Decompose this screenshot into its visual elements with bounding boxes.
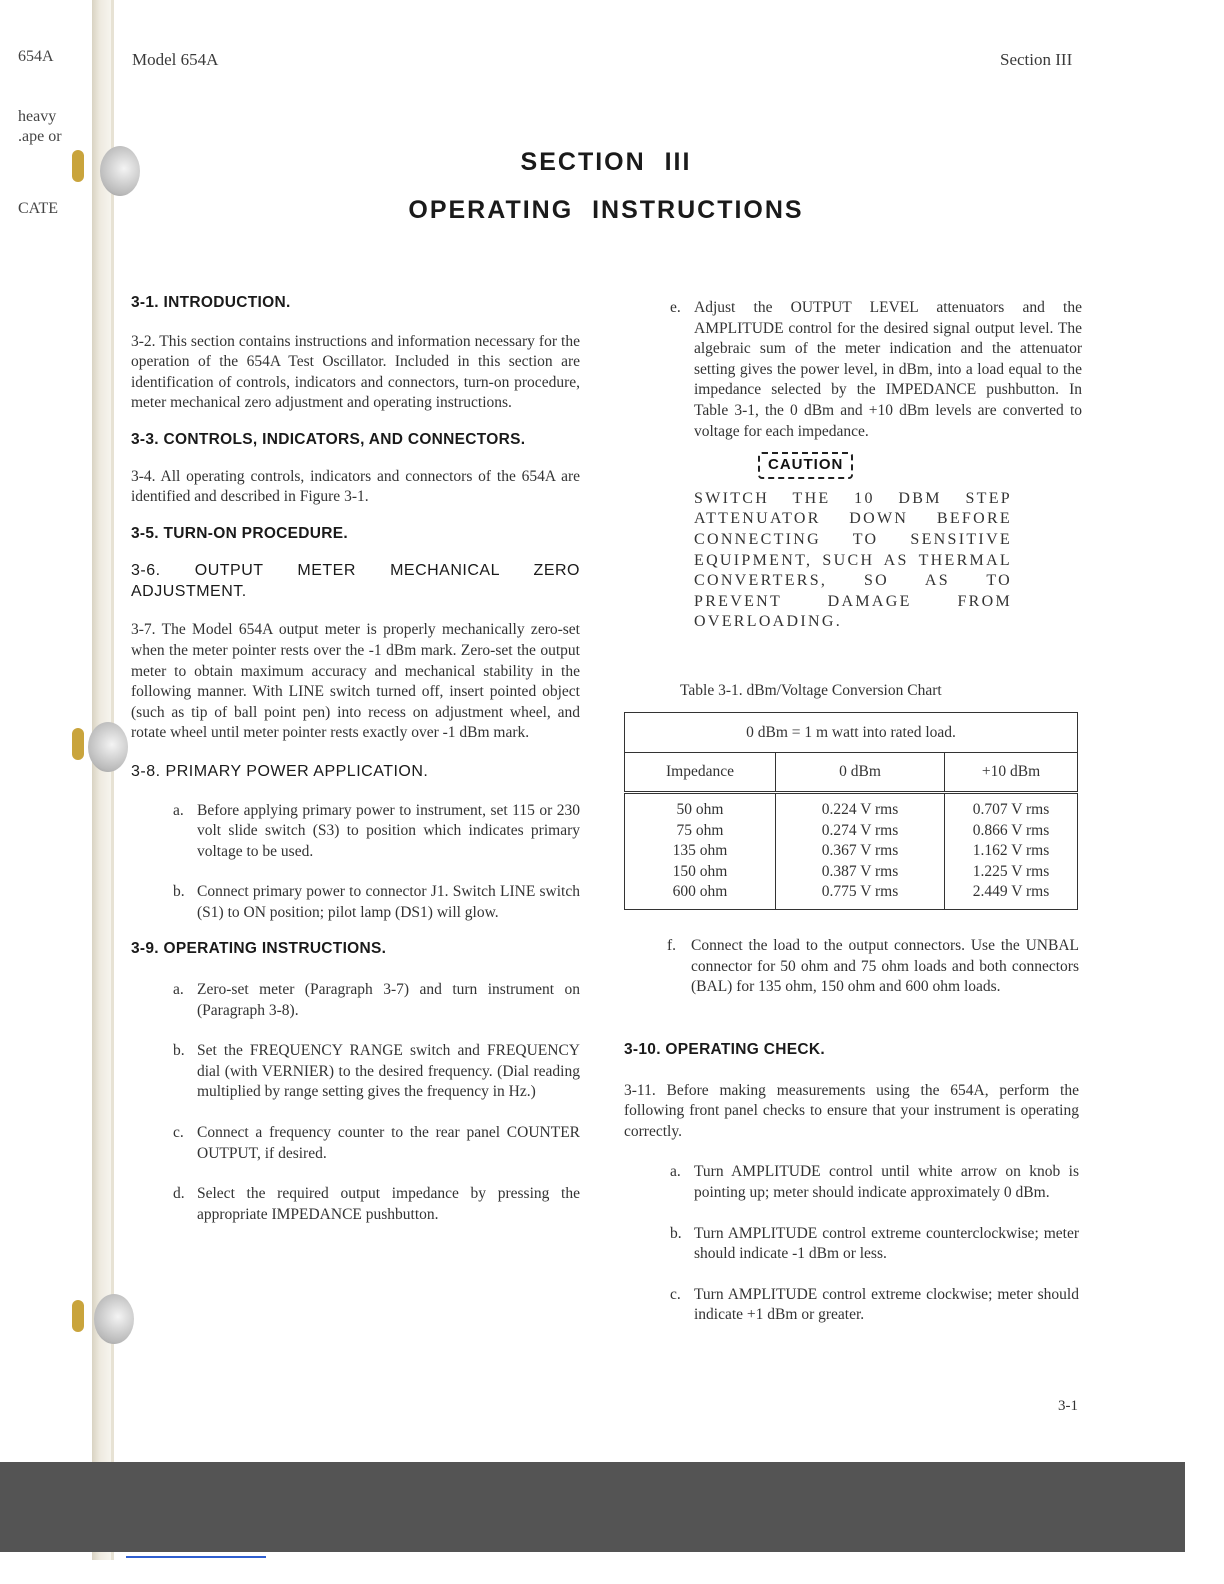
caution-text: SWITCH THE 10 DBM STEP ATTENUATOR DOWN BEFORE CONNECTING TO SENSITIVE EQUIPMENT, SUCH AS THERMAL CONVERTERS, SO AS TO PREVENT DAMAGE FROM OVERLOADING. bbox=[694, 489, 1012, 631]
previous-page-fragment: 654A bbox=[18, 48, 54, 65]
table-cell-10dbm: 0.707 V rms 0.866 V rms 1.162 V rms 1.225 V rms 2.449 V rms bbox=[945, 793, 1078, 910]
table-note: 0 dBm = 1 m watt into rated load. bbox=[625, 713, 1078, 753]
caution-label: CAUTION bbox=[758, 452, 853, 479]
header-model: Model 654A bbox=[132, 50, 219, 69]
heading-introduction: 3-1. INTRODUCTION. bbox=[131, 294, 291, 311]
left-column bbox=[131, 293, 580, 1225]
header-section: Section III bbox=[1000, 50, 1073, 69]
table-cell-impedance: 50 ohm 75 ohm 135 ohm 150 ohm 600 ohm bbox=[625, 793, 776, 910]
paragraph-3-4: 3-4. All operating controls, indicators and connectors of the 654A are identified and described in Figure 3-1. bbox=[131, 467, 580, 506]
list-item: a. Zero-set meter (Paragraph 3-7) and turn instrument on (Paragraph 3-8). bbox=[173, 981, 580, 1019]
scan-edge-line bbox=[126, 1556, 266, 1558]
previous-page-fragment: .ape or bbox=[18, 128, 62, 145]
binder-ring-icon bbox=[94, 1294, 134, 1344]
list-item: c. Connect a frequency counter to the rear panel COUNTER OUTPUT, if desired. bbox=[173, 1124, 580, 1162]
heading-operating-instructions: 3-9. OPERATING INSTRUCTIONS. bbox=[131, 940, 387, 958]
heading-zero-adjustment: 3-6. OUTPUT METER MECHANICAL ZERO ADJUSTMENT. bbox=[131, 562, 580, 601]
list-item: a. Before applying primary power to instrument, set 115 or 230 volt slide switch (S3) to position which indicates primary voltage to be used. bbox=[173, 801, 580, 860]
heading-primary-power: 3-8. PRIMARY POWER APPLICATION. bbox=[131, 762, 429, 780]
list-item: f. Connect the load to the output connectors. Use the UNBAL connector for 50 ohm and 75 ohm loads and both connectors (BAL) for 135 ohm, 150 ohm and 600 ohm loads. bbox=[667, 937, 1079, 996]
operating-check-section bbox=[624, 1040, 1079, 1326]
page-number: 3-1 bbox=[1058, 1398, 1078, 1414]
heading-operating-check: 3-10. OPERATING CHECK. bbox=[624, 1041, 825, 1058]
conversion-table bbox=[624, 712, 1078, 910]
scan-bottom-band bbox=[0, 1462, 1185, 1552]
list-item: a. Turn AMPLITUDE control until white arrow on knob is pointing up; meter should indicate approximately 0 dBm. bbox=[670, 1163, 1079, 1201]
table-header: Impedance bbox=[625, 753, 776, 793]
list-item: d. Select the required output impedance by pressing the appropriate IMPEDANCE pushbutton. bbox=[173, 1185, 580, 1223]
binder-ring-tab bbox=[72, 1300, 84, 1332]
list-item: c. Turn AMPLITUDE control extreme clockwise; meter should indicate +1 dBm or greater. bbox=[670, 1285, 1079, 1324]
binder-ring-tab bbox=[72, 150, 84, 182]
binder-ring-icon bbox=[100, 146, 140, 196]
table-caption: Table 3-1. dBm/Voltage Conversion Chart bbox=[680, 682, 942, 699]
paragraph-3-7: 3-7. The Model 654A output meter is properly mechanically zero-set when the meter pointer rests over the -1 dBm mark. Zero-set the output meter to obtain maximum accuracy and mechanical stability in the following manner. With LINE switch turned off, insert pointed object (such as tip of ball point pen) into recess on adjustment wheel, and rotate wheel until meter pointer rests exactly over -1 dBm mark. bbox=[131, 621, 580, 742]
right-column-lower bbox=[667, 936, 1079, 998]
heading-controls: 3-3. CONTROLS, INDICATORS, AND CONNECTORS. bbox=[131, 430, 526, 448]
previous-page-edge bbox=[0, 0, 92, 1584]
list-item: b. Turn AMPLITUDE control extreme counterclockwise; meter should indicate -1 dBm or less. bbox=[670, 1224, 1079, 1263]
section-subtitle: OPERATING INSTRUCTIONS bbox=[408, 196, 804, 224]
section-title: SECTION III bbox=[520, 148, 692, 176]
paragraph-3-2: 3-2. This section contains instructions and information necessary for the operation of the 654A Test Oscillator. Included in this section are identification of controls, indicators and connectors, turn-on procedure, meter mechanical zero adjustment and operating instructions. bbox=[131, 332, 580, 412]
heading-turn-on: 3-5. TURN-ON PROCEDURE. bbox=[131, 524, 349, 542]
list-item: e. Adjust the OUTPUT LEVEL attenuators and the AMPLITUDE control for the desired signal output level. The algebraic sum of the meter indication and the attenuator setting gives the power level, in dBm, into a load equal to the impedance selected by the IMPEDANCE pushbutton. In Table 3-1, the 0 dBm and +10 dBm levels are converted to voltage for each impedance. bbox=[670, 299, 1082, 440]
list-item: b. Connect primary power to connector J1. Switch LINE switch (S1) to ON position; pilot lamp (DS1) will glow. bbox=[173, 883, 580, 921]
paragraph-3-11: 3-11. Before making measurements using the 654A, perform the following front panel checks to ensure that your instrument is operating correctly. bbox=[624, 1081, 1079, 1140]
table-cell-0dbm: 0.224 V rms 0.274 V rms 0.367 V rms 0.387 V rms 0.775 V rms bbox=[776, 793, 945, 910]
binder-ring-icon bbox=[88, 722, 128, 772]
binder-ring-tab bbox=[72, 728, 84, 760]
previous-page-fragment: heavy bbox=[18, 108, 57, 125]
previous-page-fragment: CATE bbox=[18, 200, 58, 217]
table-header: +10 dBm bbox=[945, 753, 1078, 793]
table-header: 0 dBm bbox=[776, 753, 945, 793]
list-item: b. Set the FREQUENCY RANGE switch and FREQUENCY dial (with VERNIER) to the desired frequency. (Dial reading multiplied by range setting gives the frequency in Hz.) bbox=[173, 1042, 580, 1101]
right-column-upper bbox=[670, 298, 1082, 633]
caution-badge bbox=[758, 452, 1082, 479]
